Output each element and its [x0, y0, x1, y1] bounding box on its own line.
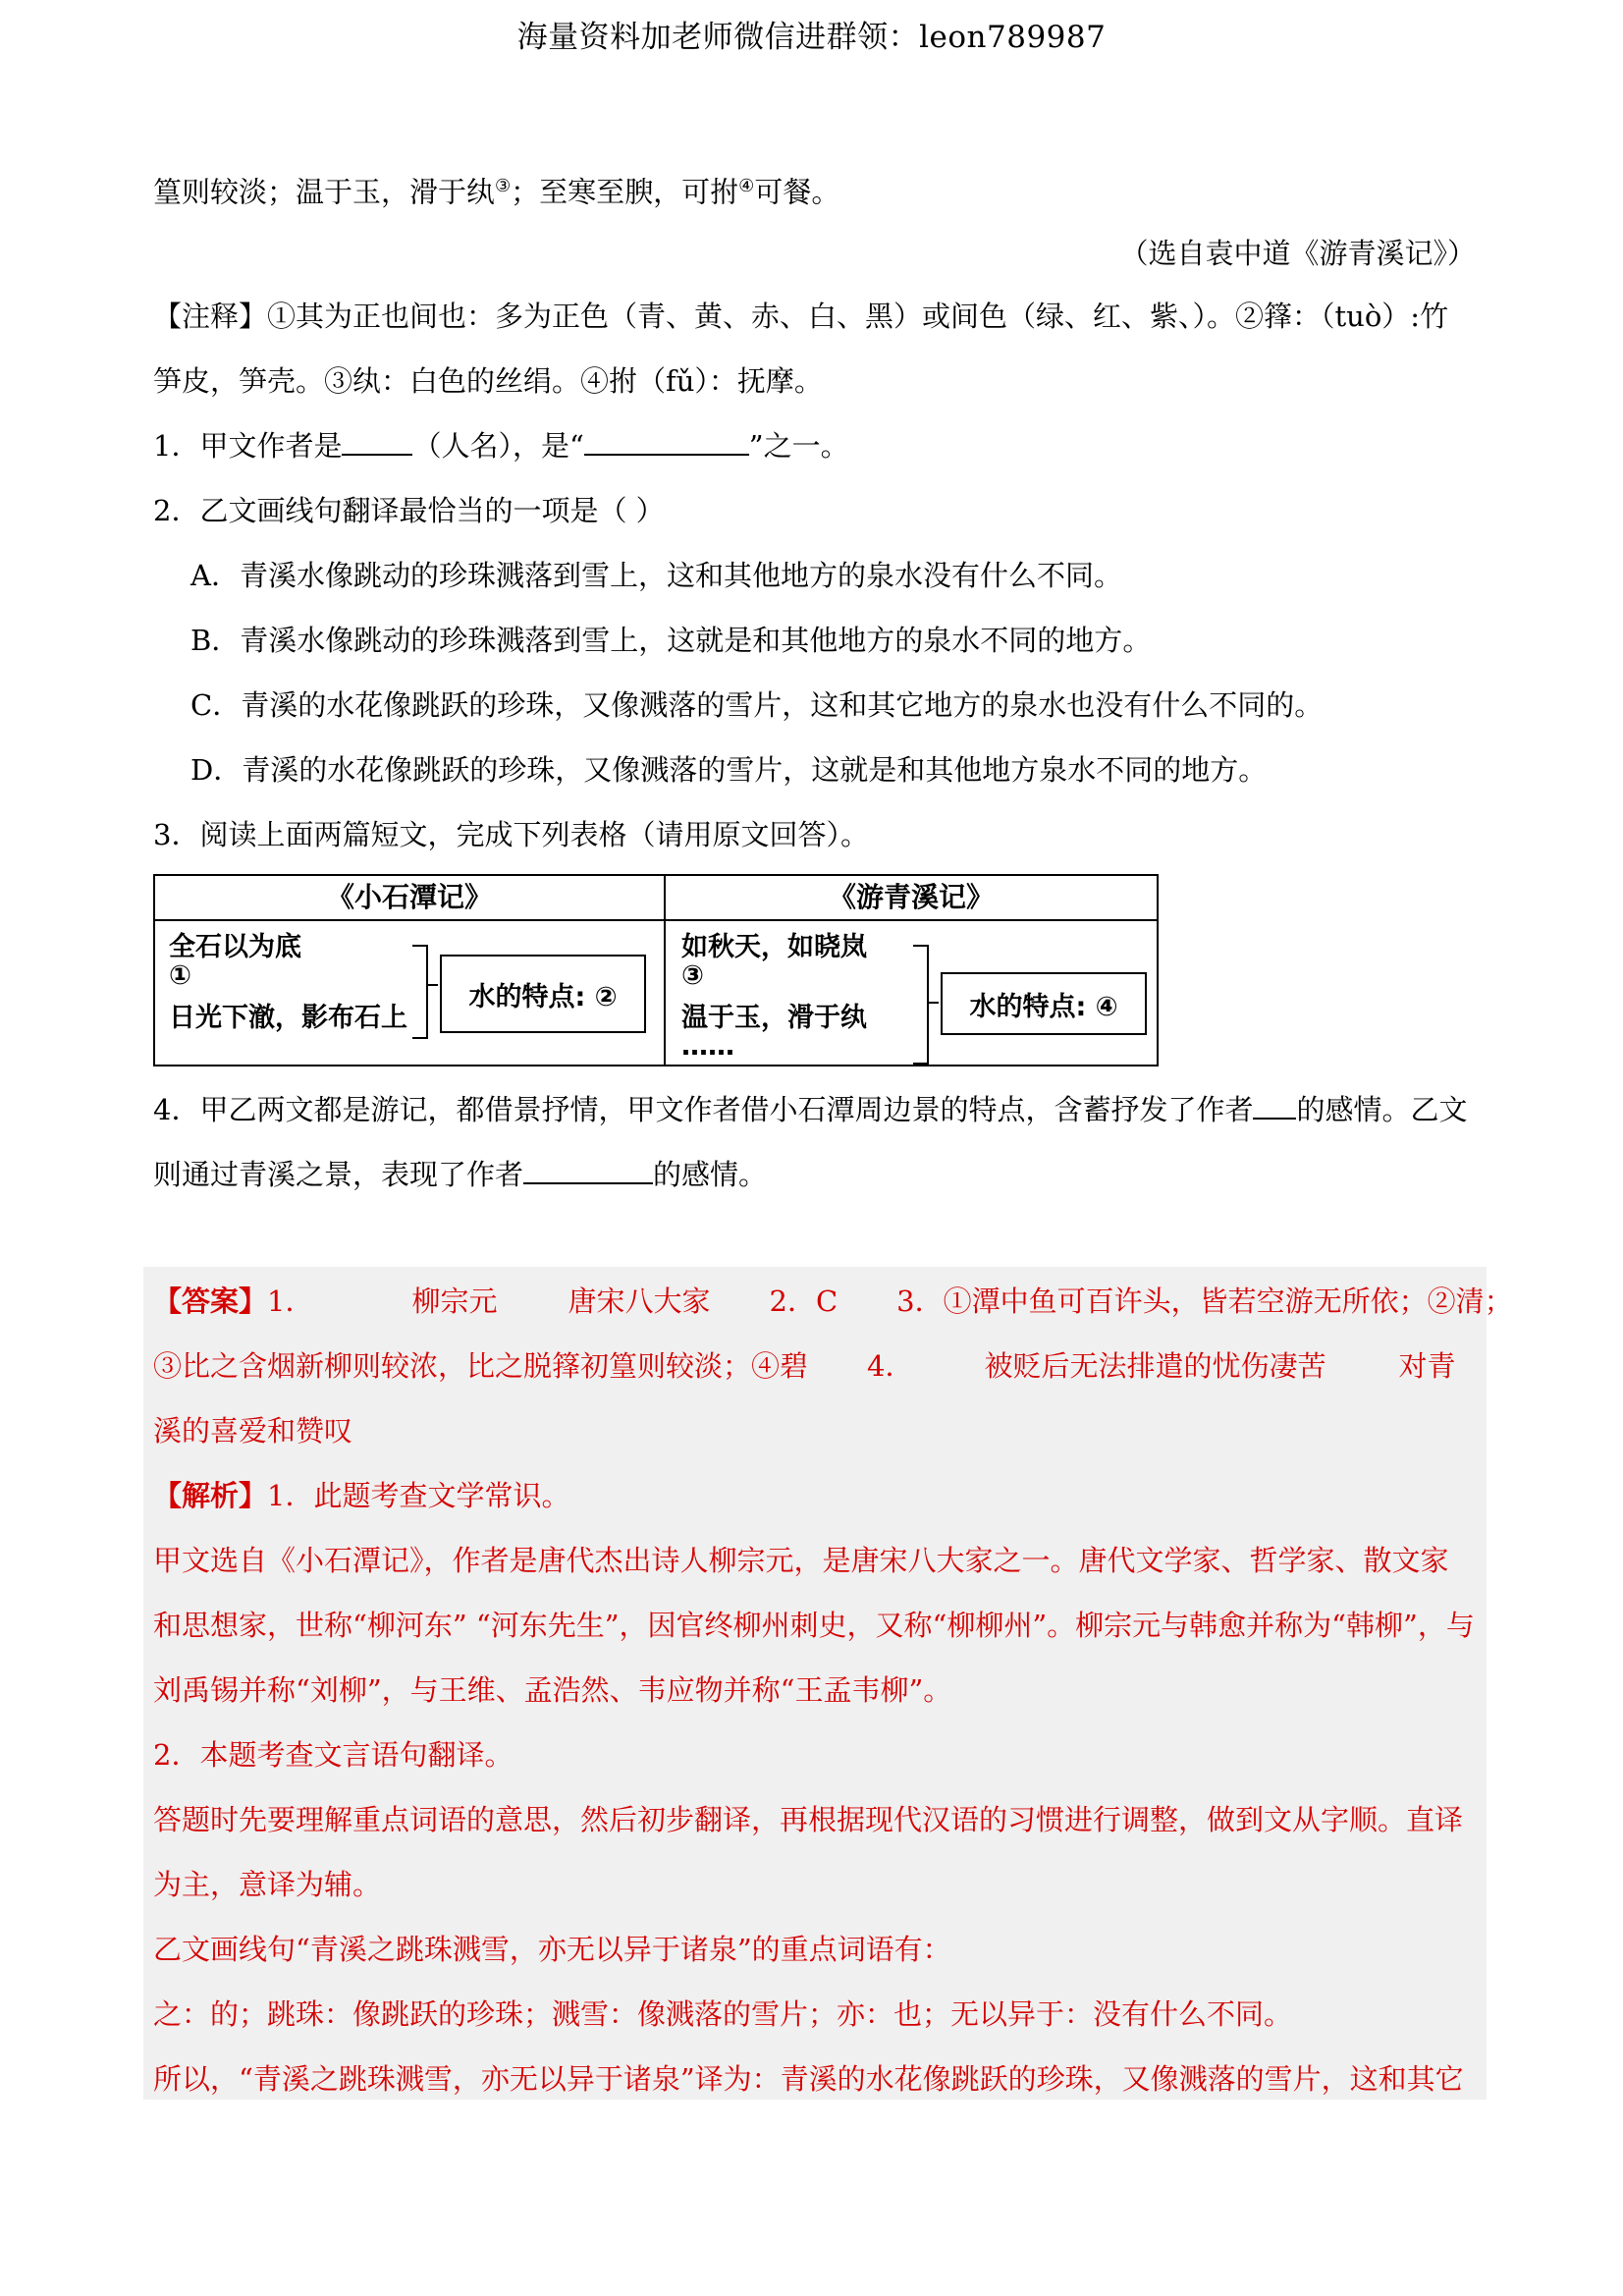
passage-text: 可餐。: [754, 175, 840, 209]
question-4-line-1: [153, 1090, 1467, 1129]
passage-text: ；至寒至腴，可拊: [511, 175, 739, 209]
answer-text: 2．C: [769, 1285, 839, 1318]
analysis-label: 【解析】: [153, 1479, 268, 1512]
question-text: 4．甲乙两文都是游记，都借景抒情，甲文作者借小石潭周边景的特点，含蓄抒发了作者: [153, 1093, 1254, 1126]
analysis-line-1: [153, 1476, 569, 1515]
answer-blank[interactable]: [1253, 1090, 1296, 1120]
analysis-line: 所以，“青溪之跳珠溅雪，亦无以异于诸泉”译为：青溪的水花像跳跃的珍珠，又像溅落的雪片，这和其它: [153, 2062, 1464, 2096]
bracket-icon: [927, 1002, 939, 1004]
question-2: 2．乙文画线句翻译最恰当的一项是（ ）: [153, 494, 665, 527]
answer-text: 被贬后无法排遣的忧伤凄苦: [984, 1349, 1326, 1383]
source-citation: （选自袁中道《游青溪记》）: [1119, 237, 1476, 270]
answer-line-2: [153, 1346, 1456, 1386]
answer-number: 4．: [867, 1349, 914, 1383]
question-text: 的感情。: [653, 1158, 768, 1191]
analysis-line: 甲文选自《小石潭记》，作者是唐代杰出诗人柳宗元，是唐宋八大家之一。唐代文学家、哲学家、散文家: [153, 1544, 1449, 1577]
table-cell: 如秋天，如晓岚: [681, 932, 867, 962]
passage-text: 篁则较淡；温于玉，滑于纨: [153, 175, 496, 209]
analysis-line: 为主，意译为辅。: [153, 1868, 382, 1901]
analysis-line: 刘禹锡并称“刘柳”，与王维、孟浩然、韦应物并称“王孟韦柳”。: [153, 1673, 952, 1707]
option-c: C．青溪的水花像跳跃的珍珠，又像溅落的雪片，这和其它地方的泉水也没有什么不同的。: [190, 688, 1324, 722]
analysis-line: 乙文画线句“青溪之跳珠溅雪，亦无以异于诸泉”的重点词语有：: [153, 1933, 951, 1966]
answer-text: 柳宗元: [411, 1285, 498, 1318]
analysis-line: 和思想家，世称“柳河东” “河东先生”，因官终柳州刺史，又称“柳柳州”。柳宗元与韩愈并称为“韩柳”，与: [153, 1609, 1475, 1642]
comparison-table: [153, 874, 1159, 1066]
table-cell-blank-1: ①: [169, 960, 191, 991]
question-3: 3．阅读上面两篇短文，完成下列表格（请用原文回答）。: [153, 818, 869, 851]
analysis-line: 答题时先要理解重点词语的意思，然后初步翻译，再根据现代汉语的习惯进行调整，做到文从字顺。直译: [153, 1803, 1464, 1836]
page-header-watermark: 海量资料加老师微信进群领：leon789987: [516, 20, 1107, 55]
option-a: A．青溪水像跳动的珍珠溅落到雪上，这和其他地方的泉水没有什么不同。: [190, 559, 1122, 592]
bracket-icon: [412, 945, 428, 1039]
bracket-icon: [426, 984, 438, 986]
analysis-text: 1．此题考查文学常识。: [267, 1479, 570, 1512]
answer-text: 唐宋八大家: [568, 1285, 711, 1318]
answer-text: 3．①潭中鱼可百许头，皆若空游无所依；②清；: [896, 1285, 1513, 1318]
table-header-right: 《游青溪记》: [828, 881, 994, 913]
passage-line: [153, 167, 839, 212]
answer-line-3: 溪的喜爱和赞叹: [153, 1414, 353, 1448]
question-1: [153, 426, 849, 465]
question-text: ”之一。: [748, 429, 849, 463]
table-cell: 温于玉，滑于纨: [681, 1003, 867, 1033]
table-cell: 日光下澈，影布石上: [169, 1003, 407, 1033]
table-cell: 全石以为底: [169, 932, 301, 962]
option-d: D．青溪的水花像跳跃的珍珠，又像溅落的雪片，这就是和其他地方泉水不同的地方。: [190, 753, 1268, 787]
analysis-line: 2．本题考查文言语句翻译。: [153, 1738, 514, 1772]
question-4-line-2: [153, 1155, 767, 1194]
table-header-left: 《小石潭记》: [326, 881, 492, 913]
option-b: B．青溪水像跳动的珍珠溅落到雪上，这就是和其他地方的泉水不同的地方。: [190, 624, 1152, 657]
answer-text: 对青: [1398, 1349, 1456, 1383]
answer-blank[interactable]: [342, 426, 412, 456]
question-text: （人名），是“: [412, 429, 584, 463]
question-text: 1．甲文作者是: [153, 429, 343, 463]
footnote-marker: ③: [495, 176, 512, 196]
water-feature-box-left: 水的特点: ②: [440, 955, 646, 1033]
annotation-line-2: 笋皮，笋壳。③纨：白色的丝绢。④拊（fǔ）：抚摩。: [153, 364, 823, 398]
table-divider: [155, 919, 1157, 921]
answer-blank[interactable]: [584, 426, 749, 456]
table-cell: ……: [681, 1031, 734, 1062]
table-cell-blank-3: ③: [681, 960, 704, 991]
annotation-line-1: 【注释】①其为正也间也：多为正色（青、黄、赤、白、黑）或间色（绿、红、紫、）。②箨：（tuò）:竹: [153, 300, 1449, 333]
answer-label: 【答案】: [153, 1285, 268, 1318]
analysis-line: 之：的；跳珠：像跳跃的珍珠；溅雪：像溅落的雪片；亦：也；无以异于：没有什么不同。: [153, 1997, 1293, 2031]
water-feature-box-right: 水的特点: ④: [941, 972, 1147, 1035]
footnote-marker: ④: [738, 176, 755, 196]
answer-line-1: [153, 1282, 1513, 1321]
question-text: 的感情。乙文: [1296, 1093, 1468, 1126]
answer-blank[interactable]: [523, 1155, 653, 1184]
answer-text: ③比之含烟新柳则较浓，比之脱箨初篁则较淡；④碧: [153, 1349, 809, 1383]
question-text: 则通过青溪之景，表现了作者: [153, 1158, 524, 1191]
bracket-icon: [913, 945, 929, 1065]
answer-number: 1．: [267, 1285, 314, 1318]
